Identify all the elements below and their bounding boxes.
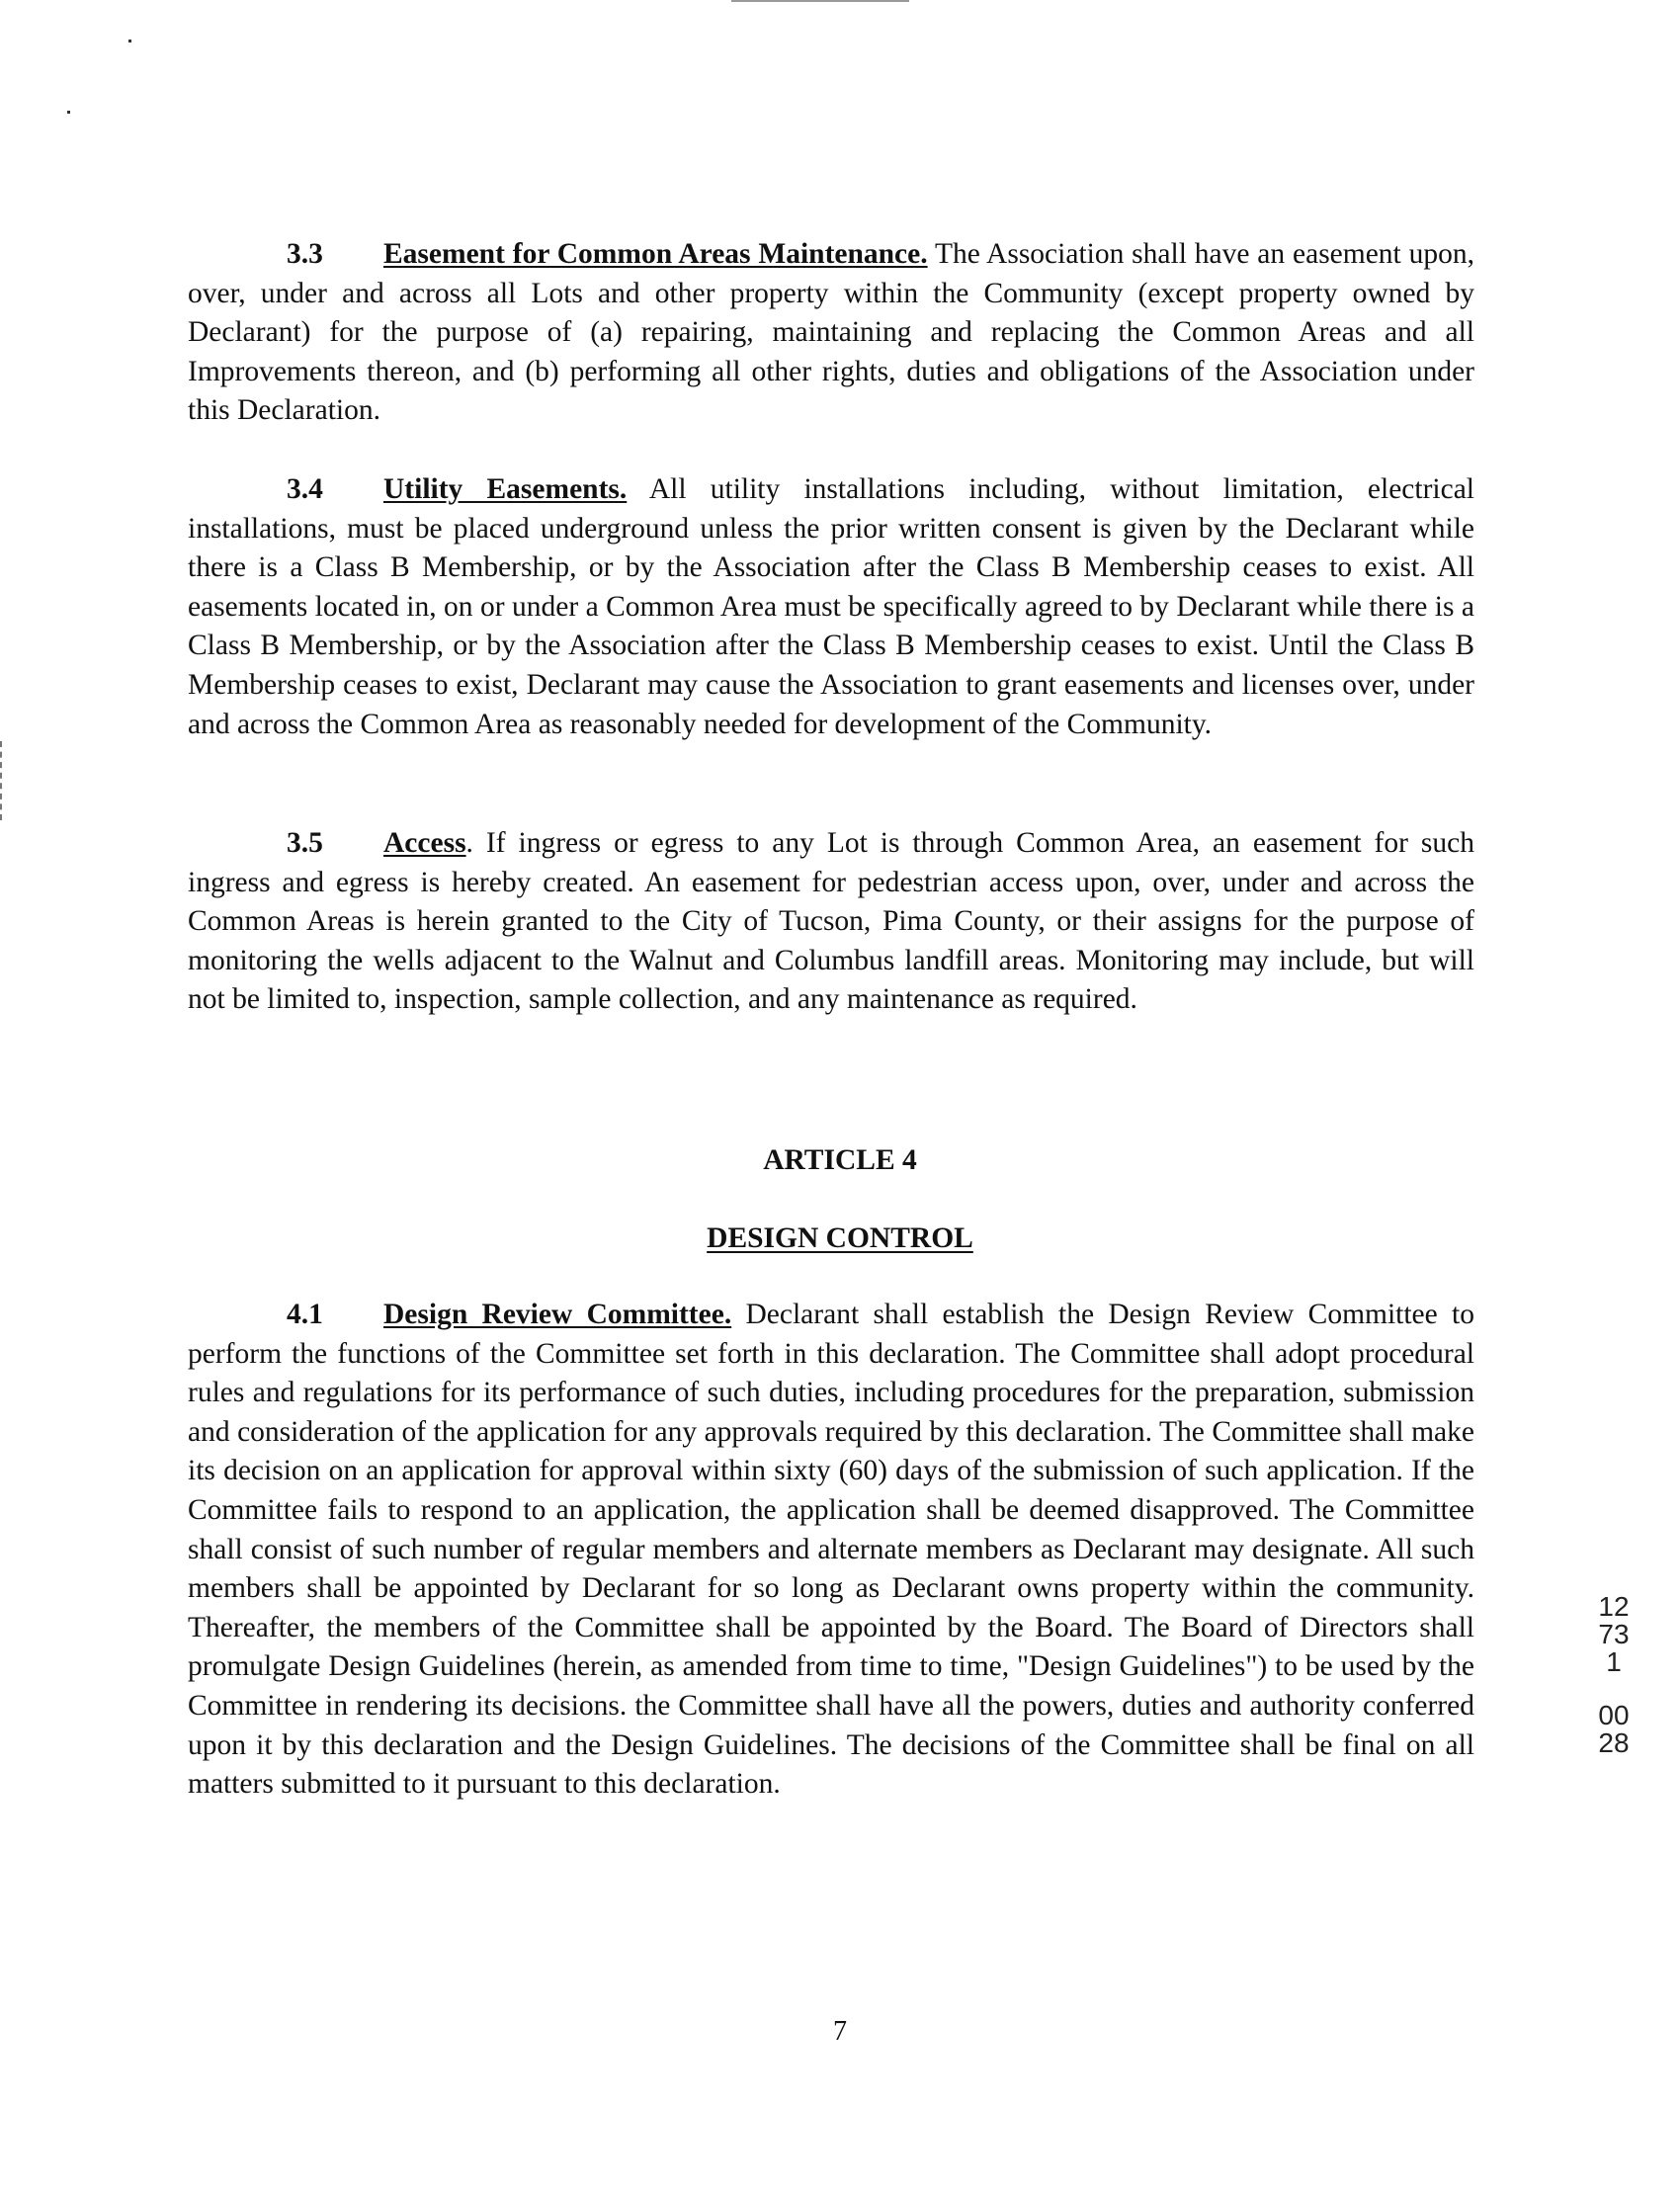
section-number: 3.3 [287,238,323,270]
recording-stamp [1596,1593,1632,1757]
stamp-book: 12731 [1598,1591,1630,1677]
stamp-page: 0028 [1598,1700,1630,1758]
scan-artifact [731,0,909,2]
section-text: The Association shall have an easement upon, over, under and across all Lots and other property within the Community (except property owned by Declarant) for the purpose of (a) repairing, maintaining and replacing the Common Areas and all Improvements thereon, and (b) performing all other rights, duties and obligations of the Association under this Declaration. [188,238,1474,427]
section-3-3 [188,235,1474,431]
section-heading: Design Review Committee. [383,1299,732,1330]
section-3-5 [188,824,1474,1020]
section-3-4 [188,470,1474,744]
section-text: Declarant shall establish the Design Review Committee to perform the functions of the Committee set forth in this declaration. The Committee shall adopt procedural rules and regulations for its performance of such duties, including procedures for the preparation, submission and consideration of the application for any approvals required by this declaration. The Committee shall make its decision on an application for approval within sixty (60) days of the submission of such application. If the Committee fails to respond to an application, the application shall be deemed disapproved. The Committee shall consist of such number of regular members and alternate members as Declarant may designate. All such members shall be appointed by Declarant for so long as Declarant owns property within the community. Thereafter, the members of the Committee shall be appointed by the Board. The Board of Directors shall promulgate Design Guidelines (herein, as amended from time to time, "Design Guidelines") to be used by the Committee in rendering its decisions. the Committee shall have all the powers, duties and authority conferred upon it by this declaration and the Design Guidelines. The decisions of the Committee shall be final on all matters submitted to it pursuant to this declaration. [188,1299,1474,1801]
article-title: DESIGN CONTROL [707,1222,973,1254]
article-label: ARTICLE 4 [763,1144,917,1176]
section-heading: Access [383,827,466,859]
stamp-gap [1596,1676,1632,1702]
section-number: 3.4 [287,473,323,505]
scan-edge-artifact [0,741,6,820]
scan-artifact [128,40,131,42]
section-number: 4.1 [287,1299,323,1330]
scan-artifact [67,111,70,114]
section-heading: Easement for Common Areas Maintenance. [383,238,928,270]
section-text: All utility installations including, without limitation, electrical installations, must be placed underground unless the prior written consent is given by the Declarant while there is a Class B Membership, or by the Association after the Class B Membership ceases to exist. All easements located in, on or under a Common Area must be specifically agreed to by Declarant while there is a Class B Membership, or by the Association after the Class B Membership ceases to exist. Until the Class B Membership ceases to exist, Declarant may cause the Association to grant easements and licenses over, under and across the Common Area as reasonably needed for development of the Community. [188,473,1474,740]
section-number: 3.5 [287,827,323,859]
section-heading: Utility Easements. [383,473,628,505]
section-4-1 [188,1296,1474,1805]
page-number: 7 [833,2016,847,2047]
section-text: . If ingress or egress to any Lot is through Common Area, an easement for such ingress and egress is hereby created. An easement for pedestrian access upon, over, under and across the Common Areas is herein granted to the City of Tucson, Pima County, or their assigns for the purpose of monitoring the wells adjacent to the Walnut and Columbus landfill areas. Monitoring may include, but will not be limited to, inspection, sample collection, and any maintenance as required. [188,827,1474,1016]
